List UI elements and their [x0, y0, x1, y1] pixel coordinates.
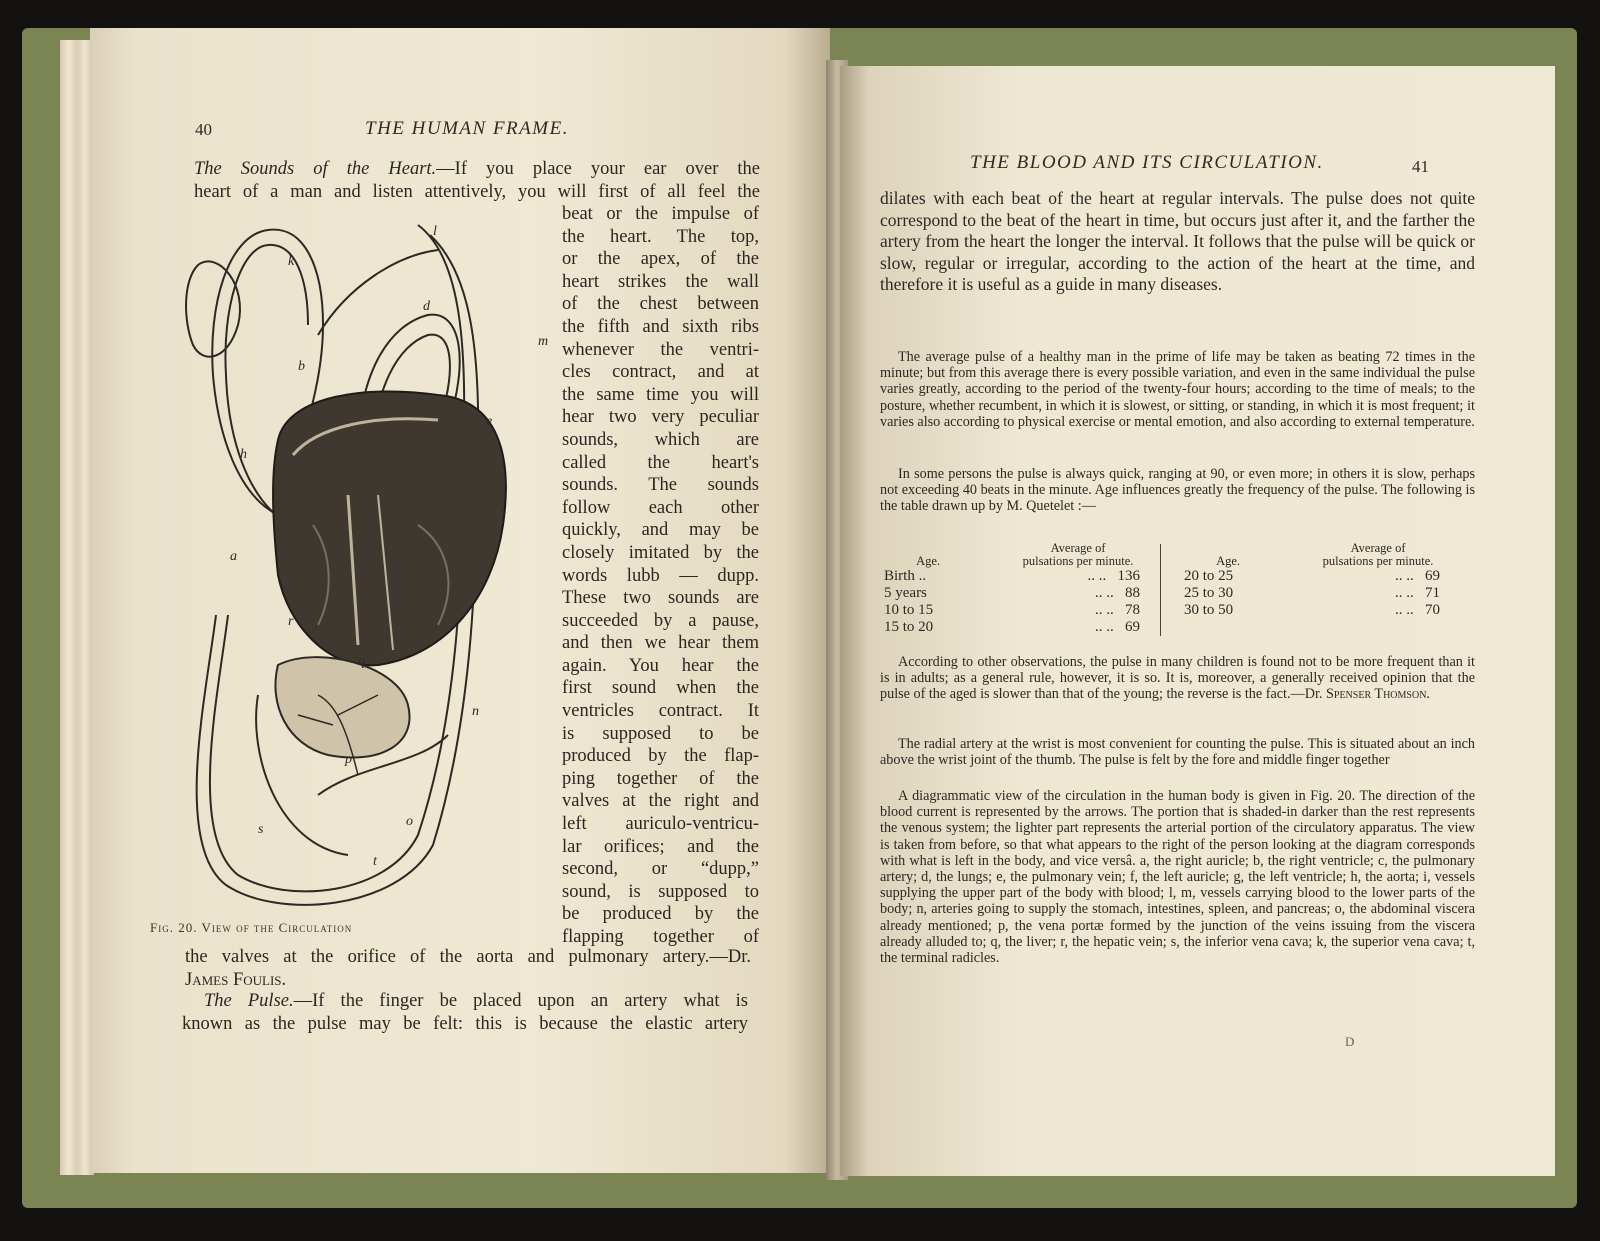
liver-drawing [275, 657, 409, 757]
author-spenser-thomson: Spenser Thomson. [1326, 686, 1430, 703]
average-heading-line-1: Average of [1050, 541, 1106, 555]
text-run: —If the finger be placed upon an artery what is [293, 991, 748, 1011]
heart-sounds-closing [185, 946, 751, 991]
column-line: ventricles contract. It [562, 701, 759, 722]
column-line: heart strikes the wall [562, 271, 759, 292]
column-line: whenever the ventri- [562, 339, 759, 360]
fig-letter-p: p [345, 752, 352, 767]
right-page-number: 41 [1412, 157, 1429, 176]
column-line: closely imitated by the [562, 542, 759, 563]
pulse-paragraph-continued: dilates with each beat of the heart at regular intervals. The pulse does not quite correspond to the beat of the heart in time, but occurs just after it, and the farther the artery from the heart the longer the interval. It follows that the pulse will be quick or slow, regular or irregular, according to the action of the heart at the time, and therefore it is useful as a guide in many diseases. [880, 188, 1475, 295]
column-line: is supposed to be [562, 723, 759, 744]
column-line: follow each other [562, 497, 759, 518]
table-header-average [976, 542, 1180, 568]
fig-letter-m: m [538, 334, 549, 349]
column-line: ping together of the [562, 768, 759, 789]
fig-letter-d: d [423, 299, 430, 314]
fig-letter-s: s [258, 822, 264, 837]
column-line: the heart. The top, [562, 226, 759, 247]
radial-artery-paragraph [880, 736, 1475, 768]
pulse-value: 70 [1425, 602, 1440, 618]
diagram-explanation-paragraph [880, 788, 1475, 966]
signature-mark: D [1345, 1034, 1355, 1049]
column-line: lar orifices; and the [562, 836, 759, 857]
table-row [880, 568, 1480, 585]
fig-letter-l: l [433, 224, 437, 239]
closing-line-1: the valves at the orifice of the aorta and pulmonary artery.—Dr. [185, 947, 751, 967]
column-line: the same time you will [562, 384, 759, 405]
column-line: produced by the flap- [562, 746, 759, 767]
author-line: James Foulis. [185, 969, 287, 990]
column-line: second, or “dupp,” [562, 859, 759, 880]
leader-dots: .. .. [1094, 585, 1114, 601]
table-cell: 5 years [884, 585, 927, 601]
column-line: first sound when the [562, 678, 759, 699]
pulse-line-2: known as the pulse may be felt: this is because the elastic artery [182, 1013, 748, 1034]
table-cell [1276, 568, 1480, 585]
column-line: again. You hear the [562, 655, 759, 676]
leader-dots: .. .. [1094, 619, 1114, 635]
left-running-head: THE HUMAN FRAME. [365, 118, 569, 139]
table-cell [976, 568, 1180, 585]
column-line: and then we hear them [562, 633, 759, 654]
column-line: These two sounds are [562, 588, 759, 609]
fig-letter-q: q [358, 654, 365, 669]
column-line: of the chest between [562, 294, 759, 315]
circulation-figure [118, 195, 549, 930]
pulse-value: 88 [1124, 585, 1140, 601]
average-heading-line-1: Average of [1350, 541, 1406, 555]
fig-letter-o: o [406, 814, 413, 829]
column-line: quickly, and may be [562, 520, 759, 541]
table-row [880, 585, 1480, 602]
average-pulse-text: The average pulse of a healthy man in the prime of life may be taken as beating 72 times in the minute; but from this average there is every possible variation, and even in the same individual the pulse varies greatly, according to the period of the twenty-four hours; according to the time of meals; to the posture, whether recumbent, in which it is slowest, or sitting, or standing, in which it is most frequent; it varies also according to physical exercise or mental emotion, and also according to external temperature. [880, 349, 1475, 430]
diagram-explanation-text: A diagrammatic view of the circulation in the human body is given in Fig. 20. The direction of the blood current is represented by the arrows. The portion that is shaded-in darker than the rest represents the venous system; the lighter part represents the arterial portion of the circulatory apparatus. The view is taken from before, so that what appears to the right of the person looking at the diagram corresponds with what is left in the body, and vice versâ. a, the right auricle; b, the right ventricle; c, the pulmonary artery; d, the lungs; e, the pulmonary vein; f, the left auricle; g, the left ventricle; h, the aorta; i, vessels supplying the upper part of the body with blood; l, m, vessels carrying blood to the lower parts of the body; n, arteries going to supply the stomach, intestines, spleen, and pancreas; o, the abdominal viscera already mentioned; p, the vena portæ formed by the junction of the veins issuing from the viscera already alluded to; q, the liver; r, the hepatic vein; s, the inferior vena cava; k, the superior vena cava; t, the terminal radicles. [880, 788, 1475, 967]
pulse-value: 78 [1124, 602, 1140, 618]
pulse-line-1 [182, 990, 748, 1013]
quetelet-pulse-table [880, 542, 1480, 636]
table-cell: 10 to 15 [884, 602, 934, 618]
table-cell [1276, 585, 1480, 602]
table-cell [976, 602, 1180, 619]
table-header-age: Age. [916, 554, 941, 568]
table-row [880, 619, 1480, 636]
fig-letter-b: b [298, 359, 305, 374]
right-running-head: THE BLOOD AND ITS CIRCULATION. [970, 152, 1324, 173]
radial-artery-text: The radial artery at the wrist is most convenient for counting the pulse. This is situated about an inch above the wrist joint of the thumb. The pulse is felt by the fore and middle finger together [880, 736, 1475, 769]
column-line: called the heart's [562, 452, 759, 473]
column-line: sounds. The sounds [562, 475, 759, 496]
fig-letter-e: e [486, 414, 493, 429]
table-cell [976, 585, 1180, 602]
pulse-value: 136 [1117, 568, 1140, 584]
column-line: hear two very peculiar [562, 407, 759, 428]
column-line: the fifth and sixth ribs [562, 316, 759, 337]
quick-pulse-paragraph [880, 466, 1475, 515]
fig-letter-a: a [230, 549, 237, 564]
leader-dots: .. .. [1395, 568, 1414, 584]
table-header-age-2: Age. [1216, 554, 1241, 568]
column-line: or the apex, of the [562, 249, 759, 270]
column-line: words lubb — dupp. [562, 565, 759, 586]
column-line: valves at the right and [562, 791, 759, 812]
heart-sounds-line-2: heart of a man and listen attentively, you will first of all feel the [194, 181, 760, 202]
column-line: left auriculo-ventricu- [562, 814, 759, 835]
table-cell [976, 619, 1180, 636]
average-heading-line-2: pulsations per minute. [1022, 554, 1134, 568]
table-header-average-2 [1276, 542, 1480, 568]
quick-pulse-text: In some persons the pulse is always quick, ranging at 90, or even more; in others it is slow, perhaps not exceeding 40 beats in the minute. Age influences greatly the frequency of the pulse. The following is the table drawn up by M. Quetelet :— [880, 466, 1475, 515]
other-observations-text: According to other observations, the pulse in many children is found not to be more frequent than it is in adults; as a general rule, however, it is so. It is, moreover, a generally received opinion that the pulse of the aged is slower than that of the young; the reverse is the fact.—Dr. [880, 654, 1475, 703]
column-line: be produced by the [562, 904, 759, 925]
leader-dots: .. .. [1094, 602, 1114, 618]
leader-dots: .. .. [1395, 585, 1414, 601]
table-cell: Birth .. [884, 568, 927, 584]
heart-sounds-heading: The Sounds of the Heart. [194, 159, 437, 179]
pulse-value: 71 [1425, 585, 1440, 601]
heart-sounds-column [562, 203, 759, 949]
fig-letter-h: h [240, 447, 247, 462]
table-cell: 30 to 50 [1183, 602, 1234, 618]
text-run: —If you place your ear over the [436, 159, 761, 179]
average-heading-line-2: pulsations per minute. [1322, 554, 1434, 568]
table-cell [1276, 602, 1480, 619]
table-cell: 15 to 20 [884, 619, 934, 635]
column-line: flapping together of [562, 927, 759, 947]
average-pulse-paragraph [880, 349, 1475, 430]
table-cell: 20 to 25 [1183, 568, 1234, 584]
column-line: sounds, which are [562, 429, 759, 450]
right-page [840, 66, 1555, 1176]
pulse-value: 69 [1425, 568, 1440, 584]
heart-sounds-line-1 [194, 158, 760, 181]
leader-dots: .. .. [1087, 568, 1107, 584]
fig-letter-t: t [373, 854, 377, 869]
pulse-value: 69 [1124, 619, 1140, 635]
table-header-row [880, 542, 1480, 568]
table-row [880, 602, 1480, 619]
leader-dots: .. .. [1395, 602, 1414, 618]
column-line: cles contract, and at [562, 362, 759, 383]
column-line: beat or the impulse of [562, 204, 759, 224]
figure-caption: Fig. 20. View of the Circulation [150, 920, 353, 935]
page-edges [60, 40, 94, 1175]
fig-letter-k: k [288, 254, 295, 269]
left-page-number: 40 [195, 120, 212, 139]
fig-letter-n: n [472, 704, 479, 719]
column-line: sound, is supposed to [562, 881, 759, 902]
other-observations-paragraph [880, 654, 1475, 703]
table-cell: 25 to 30 [1183, 585, 1234, 601]
table-cell [1276, 619, 1480, 636]
fig-letter-r: r [288, 614, 294, 629]
pulse-section [182, 990, 748, 1035]
column-line: succeeded by a pause, [562, 610, 759, 631]
table-cell [1180, 619, 1276, 636]
pulse-heading: The Pulse. [204, 991, 294, 1011]
